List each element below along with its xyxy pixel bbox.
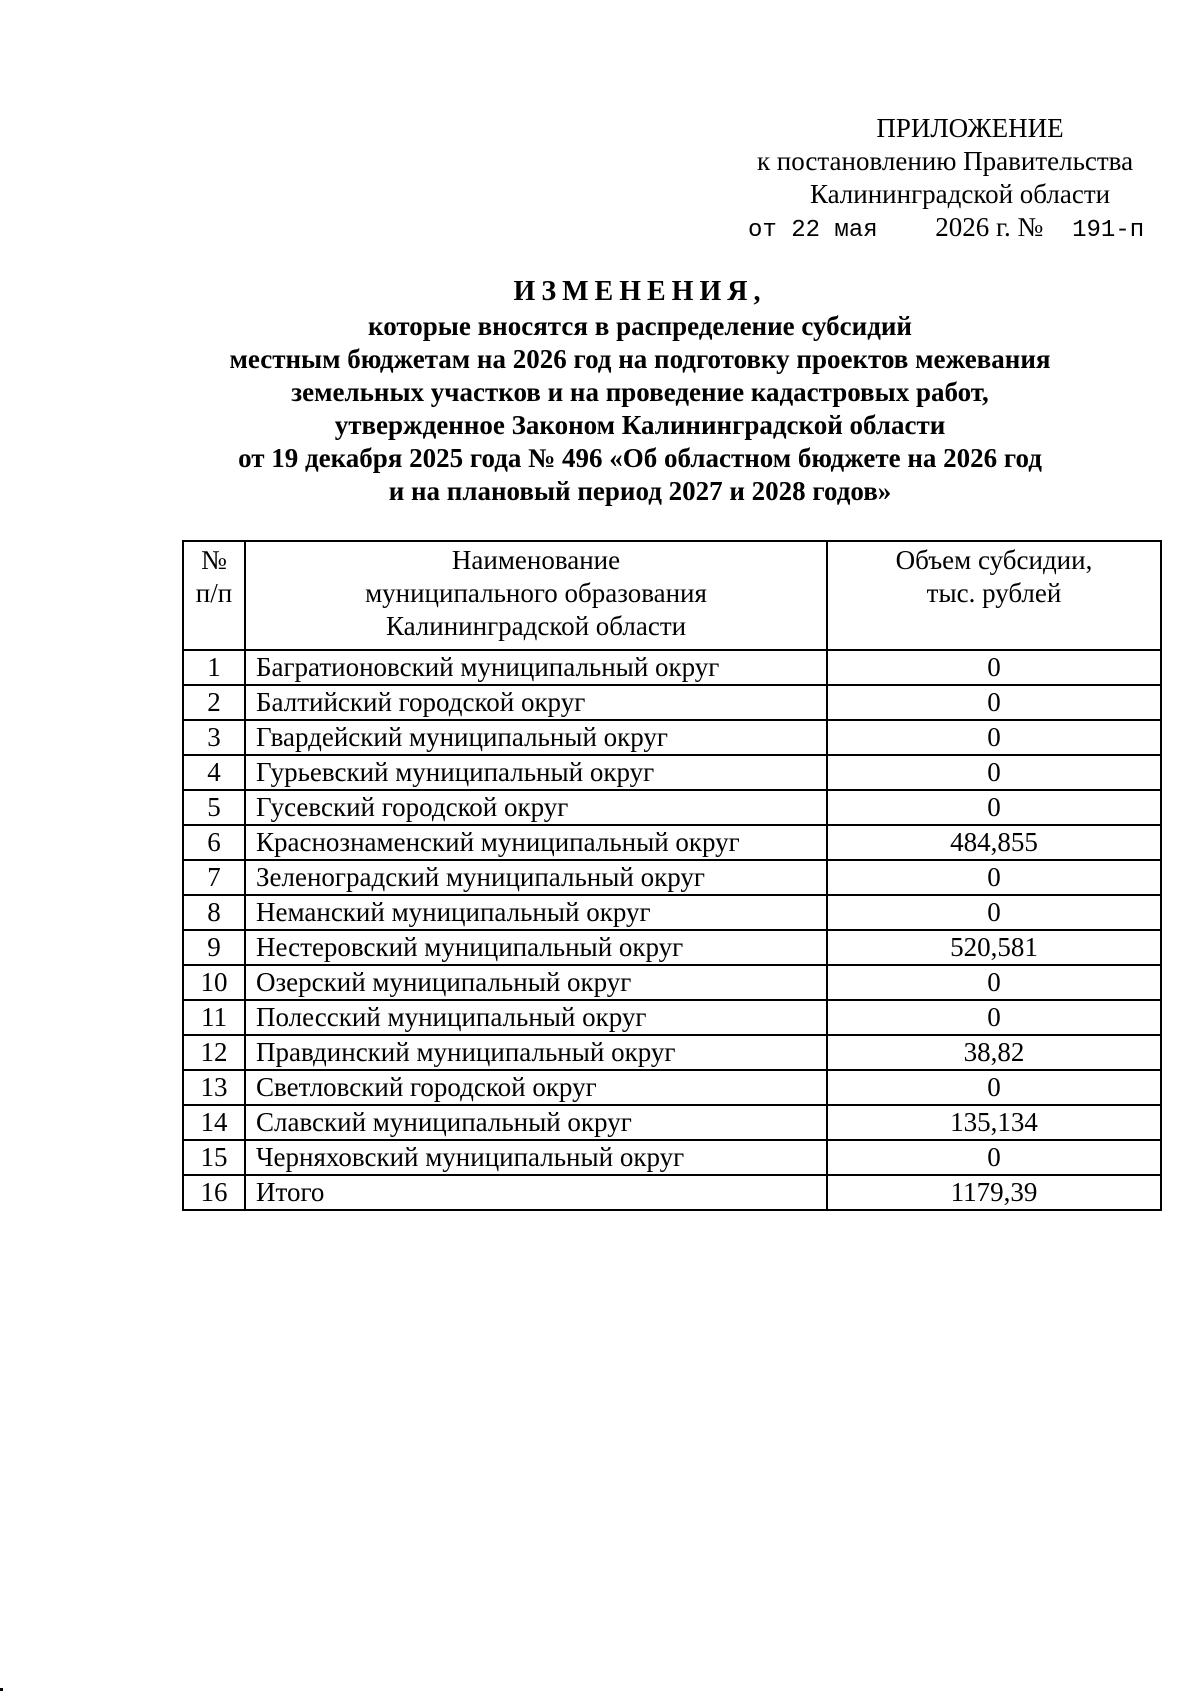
header-value bbox=[827, 541, 1161, 650]
row-number: 1 bbox=[183, 650, 245, 685]
row-value: 38,82 bbox=[827, 1035, 1161, 1070]
row-value: 0 bbox=[827, 650, 1161, 685]
header-value-line: тыс. рублей bbox=[926, 578, 1062, 608]
row-name: Полесский муниципальный округ bbox=[245, 1000, 827, 1035]
row-number: 15 bbox=[183, 1140, 245, 1175]
heading-line: утвержденное Законом Калининградской области bbox=[334, 410, 946, 440]
header-name-line: Наименование bbox=[451, 545, 621, 575]
table-row bbox=[183, 1035, 1161, 1070]
row-name: Озерский муниципальный округ bbox=[245, 965, 827, 1000]
row-name: Нестеровский муниципальный округ bbox=[245, 930, 827, 965]
table-row bbox=[183, 1070, 1161, 1105]
header-number-line: п/п bbox=[195, 578, 233, 608]
table-row bbox=[183, 1000, 1161, 1035]
heading-line: местным бюджетам на 2026 год на подготовку проектов межевания bbox=[229, 344, 1051, 374]
table-row-total bbox=[183, 1175, 1161, 1210]
row-number: 6 bbox=[183, 825, 245, 860]
table-row bbox=[183, 790, 1161, 825]
scan-mark bbox=[0, 1688, 3, 1691]
table-row bbox=[183, 1140, 1161, 1175]
row-number: 2 bbox=[183, 685, 245, 720]
subsidy-table bbox=[182, 540, 1162, 1211]
row-number: 10 bbox=[183, 965, 245, 1000]
appendix-date-line bbox=[700, 211, 1180, 247]
header-name-line: муниципального образования bbox=[365, 578, 707, 608]
row-number: 9 bbox=[183, 930, 245, 965]
row-number: 4 bbox=[183, 755, 245, 790]
row-number: 14 bbox=[183, 1105, 245, 1140]
row-value: 0 bbox=[827, 790, 1161, 825]
appendix-resolution-line: к постановлению Правительства bbox=[756, 146, 1134, 176]
row-number: 13 bbox=[183, 1070, 245, 1105]
table-row bbox=[183, 720, 1161, 755]
document-year: 2026 г. № bbox=[935, 212, 1044, 242]
row-value: 0 bbox=[827, 860, 1161, 895]
table-row bbox=[183, 685, 1161, 720]
row-value: 0 bbox=[827, 755, 1161, 790]
row-number: 16 bbox=[183, 1175, 245, 1210]
date-prefix: от bbox=[748, 217, 777, 244]
row-name: Правдинский муниципальный округ bbox=[245, 1035, 827, 1070]
document-heading bbox=[180, 275, 1100, 508]
document-number: 191-п bbox=[1072, 217, 1145, 244]
row-name: Черняховский муниципальный округ bbox=[245, 1140, 827, 1175]
row-name: Багратионовский муниципальный округ bbox=[245, 650, 827, 685]
table-row bbox=[183, 930, 1161, 965]
row-value: 0 bbox=[827, 685, 1161, 720]
row-name: Славский муниципальный округ bbox=[245, 1105, 827, 1140]
heading-line: которые вносятся в распределение субсидий bbox=[368, 311, 912, 341]
table-row bbox=[183, 860, 1161, 895]
row-name: Краснознаменский муниципальный округ bbox=[245, 825, 827, 860]
row-number: 8 bbox=[183, 895, 245, 930]
row-number: 12 bbox=[183, 1035, 245, 1070]
row-name: Гурьевский муниципальный округ bbox=[245, 755, 827, 790]
row-name: Гусевский городской округ bbox=[245, 790, 827, 825]
row-name: Балтийский городской округ bbox=[245, 685, 827, 720]
row-name: Светловский городской округ bbox=[245, 1070, 827, 1105]
row-value: 135,134 bbox=[827, 1105, 1161, 1140]
header-value-line: Объем субсидии, bbox=[895, 545, 1093, 575]
row-value: 0 bbox=[827, 720, 1161, 755]
table-row bbox=[183, 1105, 1161, 1140]
table-row bbox=[183, 825, 1161, 860]
table-row bbox=[183, 965, 1161, 1000]
row-value: 1179,39 bbox=[827, 1175, 1161, 1210]
row-value: 0 bbox=[827, 1070, 1161, 1105]
row-name: Гвардейский муниципальный округ bbox=[245, 720, 827, 755]
row-number: 3 bbox=[183, 720, 245, 755]
heading-line: от 19 декабря 2025 года № 496 «Об областном бюджете на 2026 год bbox=[238, 443, 1042, 473]
row-value: 0 bbox=[827, 895, 1161, 930]
row-value: 520,581 bbox=[827, 930, 1161, 965]
header-number bbox=[183, 541, 245, 650]
row-number: 7 bbox=[183, 860, 245, 895]
row-value: 0 bbox=[827, 965, 1161, 1000]
row-name: Неманский муниципальный округ bbox=[245, 895, 827, 930]
row-value: 0 bbox=[827, 1000, 1161, 1035]
table-header-row bbox=[183, 541, 1161, 650]
header-name bbox=[245, 541, 827, 650]
heading-line: земельных участков и на проведение кадастровых работ, bbox=[291, 377, 989, 407]
appendix-block bbox=[700, 112, 1180, 247]
appendix-region-line: Калининградской области bbox=[809, 179, 1111, 209]
appendix-title: ПРИЛОЖЕНИЕ bbox=[876, 113, 1064, 143]
heading-title: ИЗМЕНЕНИЯ, bbox=[513, 276, 767, 307]
row-number: 5 bbox=[183, 790, 245, 825]
header-number-line: № bbox=[201, 545, 227, 575]
row-value: 484,855 bbox=[827, 825, 1161, 860]
row-number: 11 bbox=[183, 1000, 245, 1035]
header-name-line: Калининградской области bbox=[385, 611, 687, 641]
table-row bbox=[183, 650, 1161, 685]
table-row bbox=[183, 895, 1161, 930]
row-name: Итого bbox=[245, 1175, 827, 1210]
row-name: Зеленоградский муниципальный округ bbox=[245, 860, 827, 895]
table-row bbox=[183, 755, 1161, 790]
date-value: 22 мая bbox=[791, 217, 878, 244]
heading-line: и на плановый период 2027 и 2028 годов» bbox=[388, 476, 892, 506]
row-value: 0 bbox=[827, 1140, 1161, 1175]
